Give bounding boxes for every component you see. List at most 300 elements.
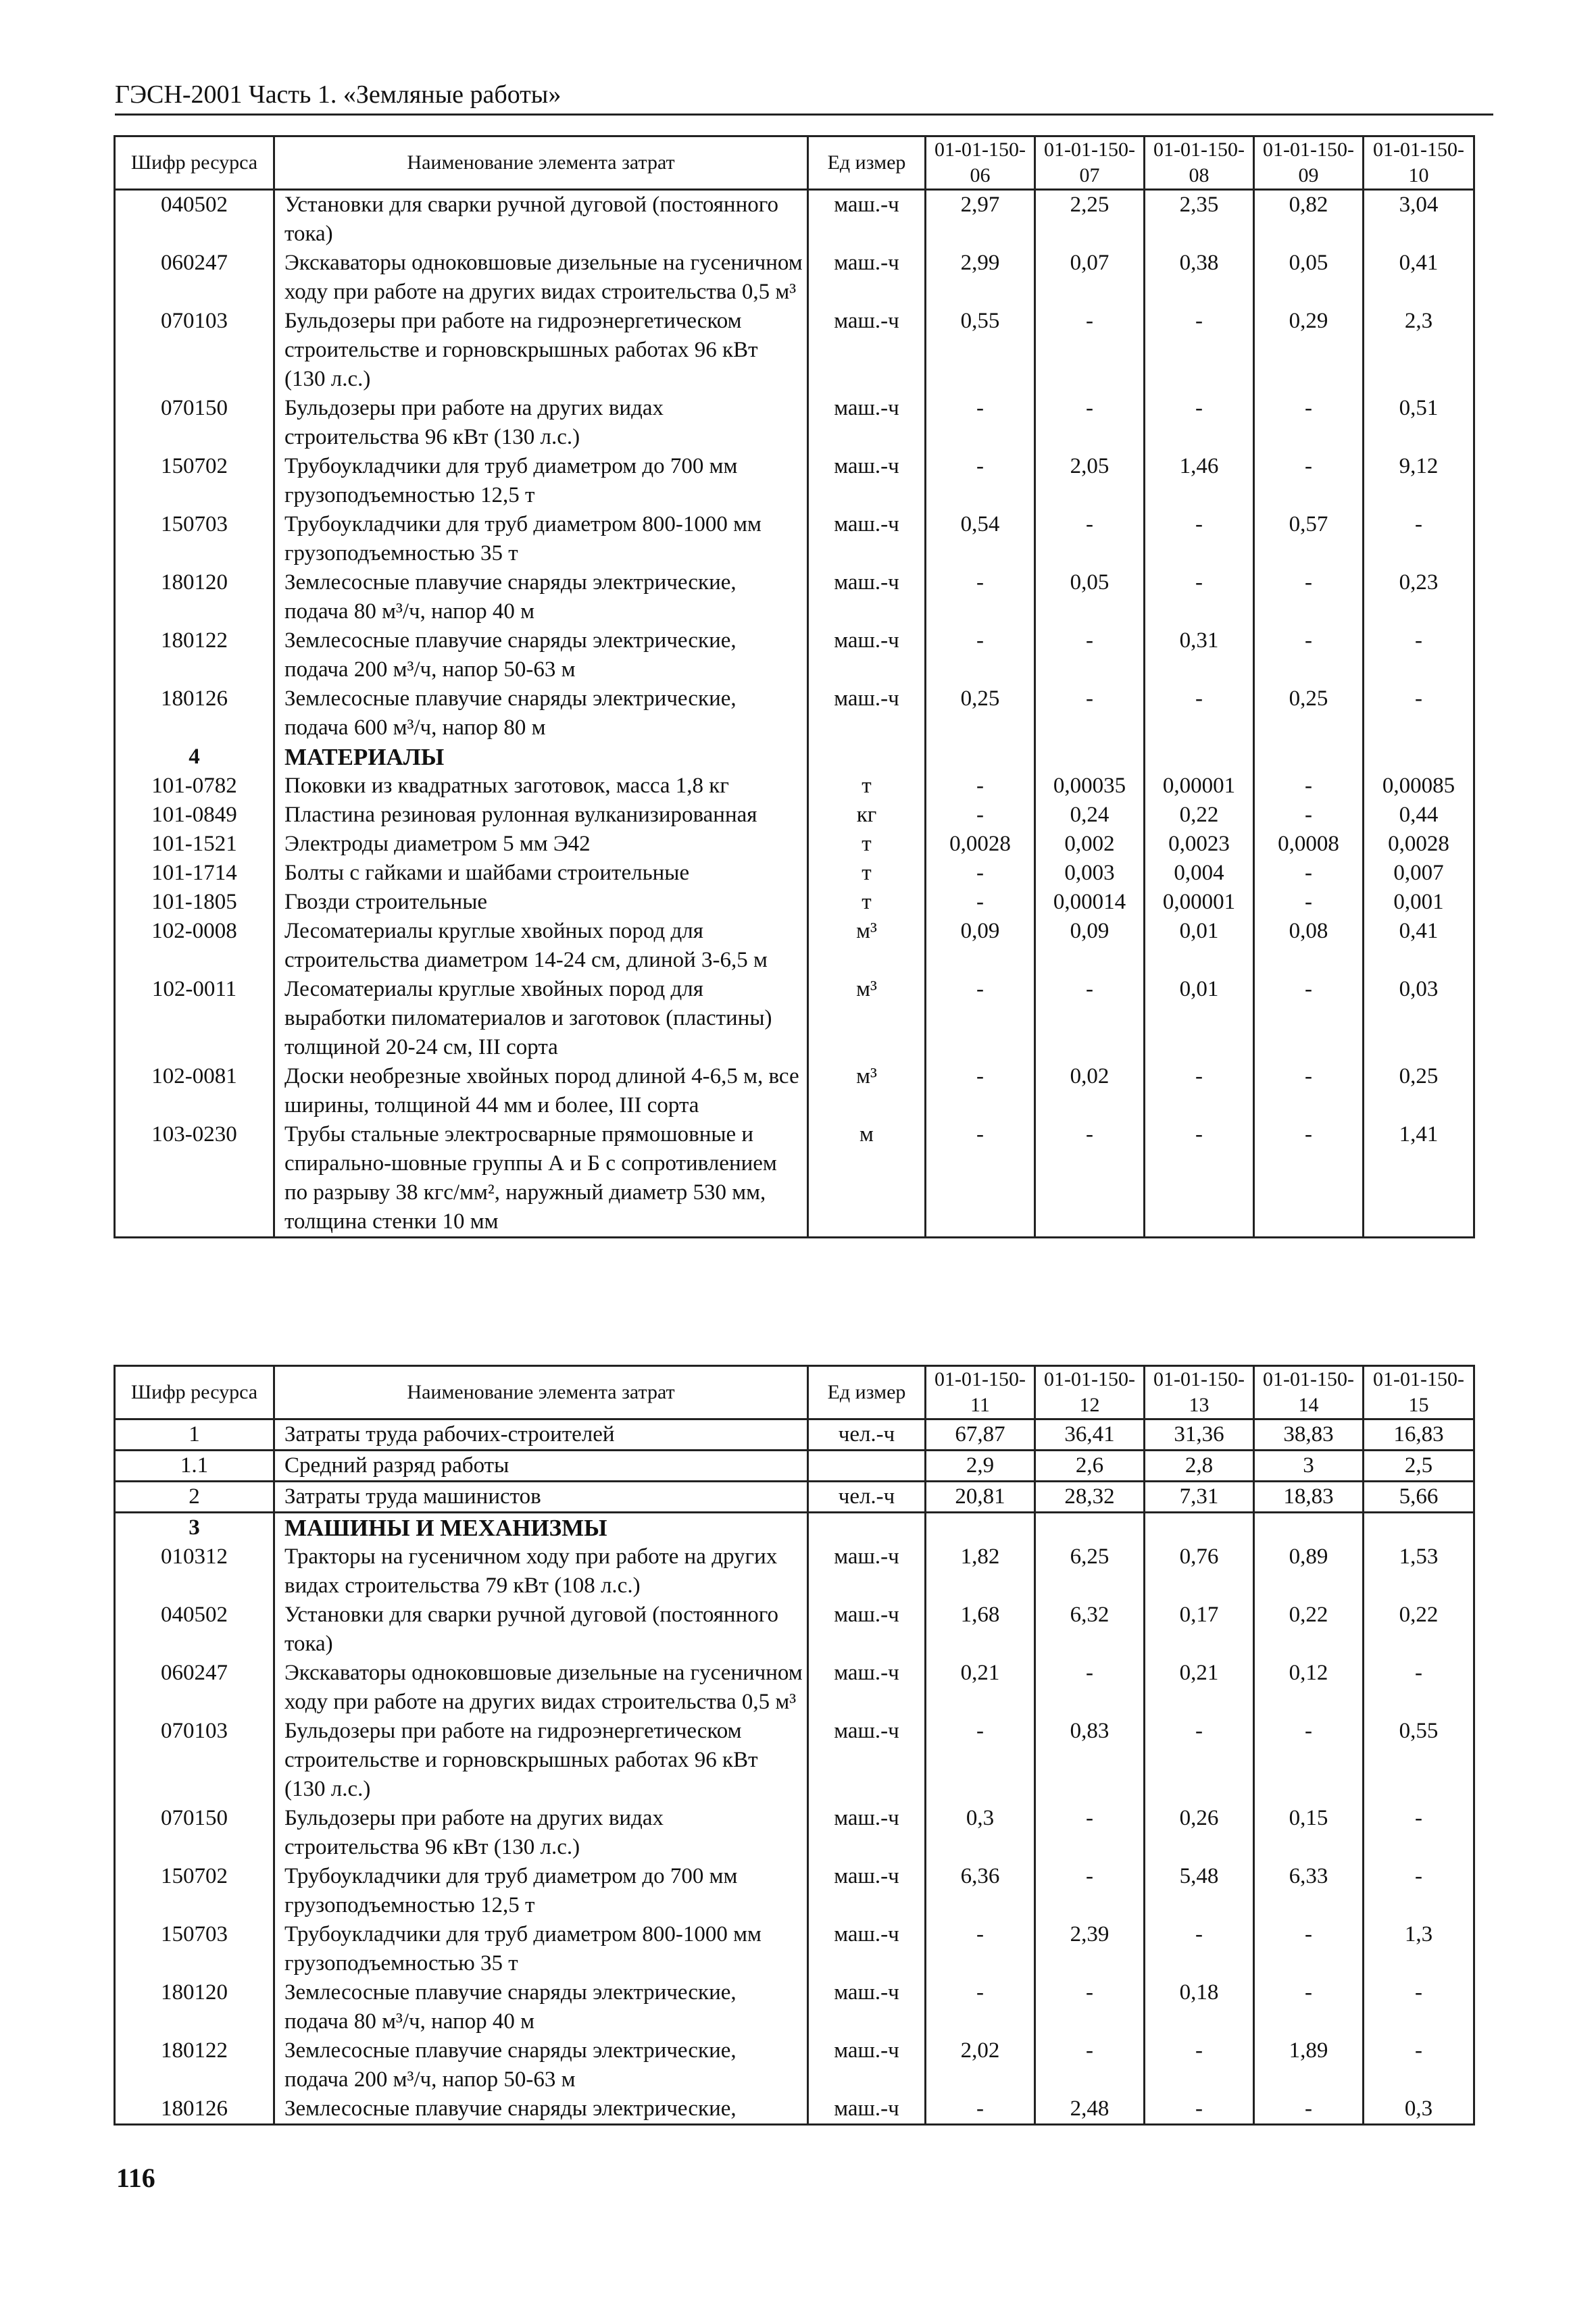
norm-value-cell: 3 (1254, 1451, 1364, 1482)
unit-cell: т (808, 859, 926, 888)
norm-value-cell: - (1364, 1804, 1474, 1862)
table-row (115, 249, 1474, 307)
norm-value-cell: - (1254, 888, 1364, 917)
table-row (115, 568, 1474, 626)
norm-value-cell: 16,83 (1364, 1419, 1474, 1451)
resource-code-cell: 060247 (115, 1659, 274, 1717)
cost-element-name-cell: Установки для сварки ручной дуговой (постоянного тока) (274, 1601, 808, 1659)
norm-value-cell: 0,09 (1035, 917, 1145, 975)
norm-value-cell: 0,3 (1364, 2094, 1474, 2125)
norm-value-cell: - (1145, 1717, 1254, 1804)
table-row (115, 394, 1474, 452)
resource-code-cell: 101-1521 (115, 830, 274, 859)
unit-cell: маш.-ч (808, 684, 926, 743)
norm-value-cell: - (926, 1920, 1035, 1978)
norm-value-cell: 6,36 (926, 1862, 1035, 1920)
norm-value-cell: 0,3 (926, 1804, 1035, 1862)
norm-value-cell: - (1254, 1920, 1364, 1978)
norm-value-cell: 0,12 (1254, 1659, 1364, 1717)
column-header-norm: 01-01-150-08 (1145, 136, 1254, 190)
table-row (115, 1451, 1474, 1482)
table-header-row (115, 1366, 1474, 1419)
table-row (115, 452, 1474, 510)
resource-code-cell: 102-0008 (115, 917, 274, 975)
resource-code-cell: 1 (115, 1419, 274, 1451)
norm-value-cell: - (1254, 394, 1364, 452)
norm-value-cell: 0,55 (926, 307, 1035, 394)
norm-value-cell: 0,54 (926, 510, 1035, 568)
norm-value-cell: 0,0008 (1254, 830, 1364, 859)
norm-value-cell: - (926, 888, 1035, 917)
norm-value-cell: 1,41 (1364, 1120, 1474, 1238)
page-header (115, 80, 1493, 116)
norm-value-cell: 0,0023 (1145, 830, 1254, 859)
unit-cell: м³ (808, 1062, 926, 1120)
norm-value-cell: 28,32 (1035, 1482, 1145, 1513)
unit-cell: маш.-ч (808, 1601, 926, 1659)
norm-value-cell: - (1035, 1804, 1145, 1862)
norm-value-cell: 0,0028 (926, 830, 1035, 859)
norm-value-cell: - (1145, 394, 1254, 452)
norm-value-cell: - (1035, 510, 1145, 568)
norm-value-cell: 3,04 (1364, 190, 1474, 249)
unit-cell: маш.-ч (808, 626, 926, 684)
norm-value-cell: 0,38 (1145, 249, 1254, 307)
norm-value-cell: 2,9 (926, 1451, 1035, 1482)
norm-value-cell: - (1254, 859, 1364, 888)
column-header-norm: 01-01-150-11 (926, 1366, 1035, 1419)
unit-cell: маш.-ч (808, 307, 926, 394)
table-row (115, 801, 1474, 830)
norm-value-cell: - (926, 1717, 1035, 1804)
norm-value-cell: 0,22 (1145, 801, 1254, 830)
norm-value-cell: 2,5 (1364, 1451, 1474, 1482)
cost-element-name-cell: Землесосные плавучие снаряды электрические, подача 200 м³/ч, напор 50-63 м (274, 626, 808, 684)
norm-value-cell: 2,39 (1035, 1920, 1145, 1978)
unit-cell: маш.-ч (808, 452, 926, 510)
table-row (115, 975, 1474, 1062)
column-header-code: Шифр ресурса (115, 1366, 274, 1419)
norm-value-cell: 2,05 (1035, 452, 1145, 510)
cost-element-name-cell: Доски необрезные хвойных пород длиной 4-6,5 м, все ширины, толщиной 44 мм и более, III сорта (274, 1062, 808, 1120)
table-row (115, 626, 1474, 684)
resource-code-cell: 1.1 (115, 1451, 274, 1482)
table-row (115, 1659, 1474, 1717)
norm-value-cell: 0,0028 (1364, 830, 1474, 859)
cost-element-name-cell: Поковки из квадратных заготовок, масса 1,8 кг (274, 772, 808, 801)
norm-value-cell: 0,21 (926, 1659, 1035, 1717)
table-row (115, 1062, 1474, 1120)
norm-value-cell: - (1254, 772, 1364, 801)
norm-value-cell: 0,24 (1035, 801, 1145, 830)
resource-code-cell: 180126 (115, 684, 274, 743)
cost-element-name-cell: Трубоукладчики для труб диаметром 800-1000 мм грузоподъемностью 35 т (274, 510, 808, 568)
norm-value-cell: - (1035, 975, 1145, 1062)
norm-value-cell: 7,31 (1145, 1482, 1254, 1513)
norm-value-cell: - (926, 2094, 1035, 2125)
norm-value-cell: 0,21 (1145, 1659, 1254, 1717)
norm-value-cell: 1,3 (1364, 1920, 1474, 1978)
table-row (115, 772, 1474, 801)
norm-value-cell: 2,02 (926, 2036, 1035, 2094)
norm-value-cell: 2,8 (1145, 1451, 1254, 1482)
resource-code-cell: 102-0081 (115, 1062, 274, 1120)
norm-value-cell: - (1254, 1717, 1364, 1804)
norm-value-cell: - (1364, 2036, 1474, 2094)
cost-element-name-cell: Болты с гайками и шайбами строительные (274, 859, 808, 888)
norm-value-cell: - (926, 1062, 1035, 1120)
norm-value-cell: - (926, 1978, 1035, 2036)
norm-value-cell: - (1254, 452, 1364, 510)
norm-value-cell: - (1035, 2036, 1145, 2094)
norm-value-cell: 0,55 (1364, 1717, 1474, 1804)
norm-value-cell: 2,35 (1145, 190, 1254, 249)
table-row (115, 917, 1474, 975)
norm-value-cell: 2,3 (1364, 307, 1474, 394)
norm-value-cell: 0,25 (1364, 1062, 1474, 1120)
column-header-name: Наименование элемента затрат (274, 1366, 808, 1419)
section-row (115, 1513, 1474, 1543)
unit-cell: т (808, 772, 926, 801)
unit-cell: маш.-ч (808, 394, 926, 452)
norm-value-cell: 0,05 (1035, 568, 1145, 626)
norm-value-cell: 31,36 (1145, 1419, 1254, 1451)
norm-value-cell: - (926, 568, 1035, 626)
resource-code-cell: 070150 (115, 394, 274, 452)
norm-value-cell: - (1364, 684, 1474, 743)
resource-code-cell: 150702 (115, 1862, 274, 1920)
table-row (115, 1717, 1474, 1804)
resource-code-cell: 101-1714 (115, 859, 274, 888)
norm-value-cell: - (1035, 307, 1145, 394)
table-row (115, 1482, 1474, 1513)
resource-code-cell: 040502 (115, 190, 274, 249)
norm-value-cell: 0,00001 (1145, 888, 1254, 917)
table-row (115, 1862, 1474, 1920)
cost-element-name-cell: Лесоматериалы круглые хвойных пород для строительства диаметром 14-24 см, длиной 3-6,5 м (274, 917, 808, 975)
cost-element-name-cell: Затраты труда машинистов (274, 1482, 808, 1513)
table-1-body (115, 190, 1474, 1238)
cost-element-name-cell: Тракторы на гусеничном ходу при работе на других видах строительства 79 кВт (108 л.с.) (274, 1542, 808, 1601)
resource-code-cell: 180120 (115, 1978, 274, 2036)
norm-value-cell: - (926, 975, 1035, 1062)
norm-value-cell: - (1364, 1862, 1474, 1920)
norm-value-cell: - (1035, 1978, 1145, 2036)
norm-value-cell: 2,25 (1035, 190, 1145, 249)
norm-value-cell: 0,41 (1364, 917, 1474, 975)
resource-table-1 (114, 135, 1475, 1238)
norm-value-cell: 0,44 (1364, 801, 1474, 830)
unit-cell (808, 1513, 926, 1543)
resource-code-cell: 101-1805 (115, 888, 274, 917)
column-header-norm: 01-01-150-07 (1035, 136, 1145, 190)
norm-value-cell (1035, 743, 1145, 772)
unit-cell: маш.-ч (808, 1920, 926, 1978)
norm-value-cell: 0,00014 (1035, 888, 1145, 917)
table-row (115, 190, 1474, 249)
norm-value-cell: 5,66 (1364, 1482, 1474, 1513)
resource-code-cell: 4 (115, 743, 274, 772)
resource-code-cell: 070103 (115, 307, 274, 394)
norm-value-cell: 0,22 (1364, 1601, 1474, 1659)
norm-value-cell: - (1145, 307, 1254, 394)
resource-code-cell: 010312 (115, 1542, 274, 1601)
norm-value-cell: - (926, 772, 1035, 801)
unit-cell: маш.-ч (808, 1804, 926, 1862)
unit-cell: маш.-ч (808, 1978, 926, 2036)
norm-value-cell: 0,00085 (1364, 772, 1474, 801)
unit-cell: т (808, 830, 926, 859)
norm-value-cell: 0,25 (1254, 684, 1364, 743)
unit-cell: маш.-ч (808, 1659, 926, 1717)
norm-value-cell: 36,41 (1035, 1419, 1145, 1451)
cost-element-name-cell: Трубы стальные электросварные прямошовные и спирально-шовные группы А и Б с сопротивлением по разрыву 38 кгс/мм², наружный диаметр 530 мм, толщина стенки 10 мм (274, 1120, 808, 1238)
norm-value-cell: 0,76 (1145, 1542, 1254, 1601)
table-row (115, 1804, 1474, 1862)
cost-element-name-cell: Землесосные плавучие снаряды электрические, подача 80 м³/ч, напор 40 м (274, 1978, 808, 2036)
norm-value-cell (1364, 1513, 1474, 1543)
norm-value-cell (1145, 1513, 1254, 1543)
column-header-norm: 01-01-150-14 (1254, 1366, 1364, 1419)
table-row (115, 1542, 1474, 1601)
norm-value-cell: - (1145, 1920, 1254, 1978)
column-header-code: Шифр ресурса (115, 136, 274, 190)
unit-cell: маш.-ч (808, 1542, 926, 1601)
norm-value-cell (1254, 743, 1364, 772)
norm-value-cell: - (1035, 1659, 1145, 1717)
table-row (115, 2036, 1474, 2094)
unit-cell: маш.-ч (808, 249, 926, 307)
norm-value-cell: 0,31 (1145, 626, 1254, 684)
cost-element-name-cell: Гвозди строительные (274, 888, 808, 917)
norm-value-cell: - (1254, 1978, 1364, 2036)
norm-value-cell: 0,003 (1035, 859, 1145, 888)
column-header-norm: 01-01-150-12 (1035, 1366, 1145, 1419)
norm-value-cell: 0,41 (1364, 249, 1474, 307)
resource-table-2 (114, 1365, 1475, 2126)
resource-code-cell: 180122 (115, 2036, 274, 2094)
cost-element-name-cell: Бульдозеры при работе на других видах строительства 96 кВт (130 л.с.) (274, 394, 808, 452)
page-number: 116 (116, 2163, 155, 2193)
cost-element-name-cell: Бульдозеры при работе на гидроэнергетическом строительстве и горновскрышных работах 96 кВт (130 л.с.) (274, 307, 808, 394)
norm-value-cell: 0,51 (1364, 394, 1474, 452)
norm-value-cell: - (926, 452, 1035, 510)
norm-value-cell: 1,46 (1145, 452, 1254, 510)
resource-code-cell: 070103 (115, 1717, 274, 1804)
norm-value-cell: 2,6 (1035, 1451, 1145, 1482)
norm-value-cell (926, 743, 1035, 772)
table-header-row (115, 136, 1474, 190)
table-2-body (115, 1419, 1474, 2125)
norm-value-cell: 0,007 (1364, 859, 1474, 888)
norm-value-cell: 0,25 (926, 684, 1035, 743)
norm-value-cell: 0,23 (1364, 568, 1474, 626)
cost-element-name-cell: Землесосные плавучие снаряды электрические, (274, 2094, 808, 2125)
unit-cell: маш.-ч (808, 1717, 926, 1804)
table-row (115, 859, 1474, 888)
unit-cell: маш.-ч (808, 2036, 926, 2094)
unit-cell: т (808, 888, 926, 917)
column-header-norm: 01-01-150-06 (926, 136, 1035, 190)
cost-element-name-cell: МАТЕРИАЛЫ (274, 743, 808, 772)
table-row (115, 510, 1474, 568)
cost-element-name-cell: Бульдозеры при работе на других видах строительства 96 кВт (130 л.с.) (274, 1804, 808, 1862)
unit-cell: м (808, 1120, 926, 1238)
section-row (115, 743, 1474, 772)
norm-value-cell: 0,57 (1254, 510, 1364, 568)
norm-value-cell: 67,87 (926, 1419, 1035, 1451)
norm-value-cell: - (1364, 510, 1474, 568)
norm-value-cell: - (1254, 2094, 1364, 2125)
norm-value-cell: - (1145, 510, 1254, 568)
norm-value-cell: 0,18 (1145, 1978, 1254, 2036)
table-row (115, 888, 1474, 917)
norm-value-cell: 5,48 (1145, 1862, 1254, 1920)
table-row (115, 1601, 1474, 1659)
norm-value-cell: 0,29 (1254, 307, 1364, 394)
table-row (115, 1920, 1474, 1978)
column-header-norm: 01-01-150-10 (1364, 136, 1474, 190)
norm-value-cell: 2,48 (1035, 2094, 1145, 2125)
resource-code-cell: 150702 (115, 452, 274, 510)
cost-element-name-cell: МАШИНЫ И МЕХАНИЗМЫ (274, 1513, 808, 1543)
resource-code-cell: 180122 (115, 626, 274, 684)
norm-value-cell: 0,09 (926, 917, 1035, 975)
norm-value-cell: - (1364, 1978, 1474, 2036)
resource-code-cell: 2 (115, 1482, 274, 1513)
norm-value-cell: - (1035, 626, 1145, 684)
unit-cell: маш.-ч (808, 510, 926, 568)
page-header-title: ГЭСН-2001 Часть 1. «Земляные работы» (115, 80, 562, 109)
norm-value-cell: - (926, 626, 1035, 684)
cost-element-name-cell: Средний разряд работы (274, 1451, 808, 1482)
norm-value-cell: - (1254, 626, 1364, 684)
norm-value-cell: - (1145, 1062, 1254, 1120)
cost-element-name-cell: Землесосные плавучие снаряды электрические, подача 80 м³/ч, напор 40 м (274, 568, 808, 626)
norm-value-cell: - (1035, 1862, 1145, 1920)
norm-value-cell: 0,26 (1145, 1804, 1254, 1862)
cost-element-name-cell: Землесосные плавучие снаряды электрические, подача 600 м³/ч, напор 80 м (274, 684, 808, 743)
norm-value-cell: 1,89 (1254, 2036, 1364, 2094)
norm-value-cell: 0,08 (1254, 917, 1364, 975)
cost-element-name-cell: Землесосные плавучие снаряды электрические, подача 200 м³/ч, напор 50-63 м (274, 2036, 808, 2094)
cost-element-name-cell: Бульдозеры при работе на гидроэнергетическом строительстве и горновскрышных работах 96 кВт (130 л.с.) (274, 1717, 808, 1804)
norm-value-cell (1145, 743, 1254, 772)
norm-value-cell: 0,83 (1035, 1717, 1145, 1804)
norm-value-cell (1035, 1513, 1145, 1543)
unit-cell (808, 743, 926, 772)
norm-value-cell: 0,002 (1035, 830, 1145, 859)
column-header-norm: 01-01-150-09 (1254, 136, 1364, 190)
norm-value-cell: - (1145, 684, 1254, 743)
unit-cell: маш.-ч (808, 2094, 926, 2125)
norm-value-cell: - (1254, 975, 1364, 1062)
resource-code-cell: 102-0011 (115, 975, 274, 1062)
table-row (115, 1120, 1474, 1238)
norm-value-cell: 1,53 (1364, 1542, 1474, 1601)
norm-value-cell: - (1254, 568, 1364, 626)
unit-cell: маш.-ч (808, 1862, 926, 1920)
norm-value-cell: - (926, 1120, 1035, 1238)
resource-code-cell: 060247 (115, 249, 274, 307)
cost-element-name-cell: Экскаваторы одноковшовые дизельные на гусеничном ходу при работе на других видах строительства 0,5 м³ (274, 249, 808, 307)
table-row (115, 2094, 1474, 2125)
norm-value-cell: - (1145, 568, 1254, 626)
cost-element-name-cell: Трубоукладчики для труб диаметром до 700 мм грузоподъемностью 12,5 т (274, 1862, 808, 1920)
norm-value-cell: - (1035, 394, 1145, 452)
unit-cell: чел.-ч (808, 1482, 926, 1513)
unit-cell: маш.-ч (808, 568, 926, 626)
norm-value-cell: 2,99 (926, 249, 1035, 307)
table-row (115, 1978, 1474, 2036)
unit-cell (808, 1451, 926, 1482)
column-header-norm: 01-01-150-13 (1145, 1366, 1254, 1419)
table-row (115, 307, 1474, 394)
unit-cell: м³ (808, 917, 926, 975)
column-header-unit: Ед измер (808, 136, 926, 190)
resource-code-cell: 180120 (115, 568, 274, 626)
cost-element-name-cell: Трубоукладчики для труб диаметром до 700 мм грузоподъемностью 12,5 т (274, 452, 808, 510)
table-row (115, 830, 1474, 859)
resource-code-cell: 150703 (115, 1920, 274, 1978)
norm-value-cell: - (926, 859, 1035, 888)
norm-value-cell: - (1145, 2036, 1254, 2094)
norm-value-cell: 18,83 (1254, 1482, 1364, 1513)
norm-value-cell: - (926, 801, 1035, 830)
norm-value-cell: 2,97 (926, 190, 1035, 249)
resource-code-cell: 070150 (115, 1804, 274, 1862)
norm-value-cell: - (1035, 684, 1145, 743)
norm-value-cell: 38,83 (1254, 1419, 1364, 1451)
resource-code-cell: 101-0782 (115, 772, 274, 801)
cost-element-name-cell: Лесоматериалы круглые хвойных пород для выработки пиломатериалов и заготовок (пластины) толщиной 20-24 см, III сорта (274, 975, 808, 1062)
table-row (115, 684, 1474, 743)
norm-value-cell: 6,25 (1035, 1542, 1145, 1601)
norm-value-cell: 0,01 (1145, 917, 1254, 975)
column-header-name: Наименование элемента затрат (274, 136, 808, 190)
norm-value-cell: 0,00001 (1145, 772, 1254, 801)
cost-element-name-cell: Трубоукладчики для труб диаметром 800-1000 мм грузоподъемностью 35 т (274, 1920, 808, 1978)
resource-code-cell: 103-0230 (115, 1120, 274, 1238)
norm-value-cell: - (926, 394, 1035, 452)
norm-value-cell: - (1145, 1120, 1254, 1238)
norm-value-cell: 0,22 (1254, 1601, 1364, 1659)
norm-value-cell: 9,12 (1364, 452, 1474, 510)
norm-value-cell: 6,33 (1254, 1862, 1364, 1920)
norm-value-cell: 0,001 (1364, 888, 1474, 917)
norm-value-cell: 20,81 (926, 1482, 1035, 1513)
unit-cell: чел.-ч (808, 1419, 926, 1451)
resource-code-cell: 150703 (115, 510, 274, 568)
resource-code-cell: 101-0849 (115, 801, 274, 830)
column-header-norm: 01-01-150-15 (1364, 1366, 1474, 1419)
unit-cell: кг (808, 801, 926, 830)
norm-value-cell (1254, 1513, 1364, 1543)
unit-cell: м³ (808, 975, 926, 1062)
cost-element-name-cell: Затраты труда рабочих-строителей (274, 1419, 808, 1451)
cost-element-name-cell: Установки для сварки ручной дуговой (постоянного тока) (274, 190, 808, 249)
norm-value-cell: 1,82 (926, 1542, 1035, 1601)
norm-value-cell: 0,05 (1254, 249, 1364, 307)
norm-value-cell: 0,82 (1254, 190, 1364, 249)
norm-value-cell: - (1254, 1120, 1364, 1238)
norm-value-cell: - (1254, 1062, 1364, 1120)
norm-value-cell (926, 1513, 1035, 1543)
norm-value-cell: 0,07 (1035, 249, 1145, 307)
norm-value-cell (1364, 743, 1474, 772)
norm-value-cell: - (1364, 1659, 1474, 1717)
norm-value-cell: 0,03 (1364, 975, 1474, 1062)
